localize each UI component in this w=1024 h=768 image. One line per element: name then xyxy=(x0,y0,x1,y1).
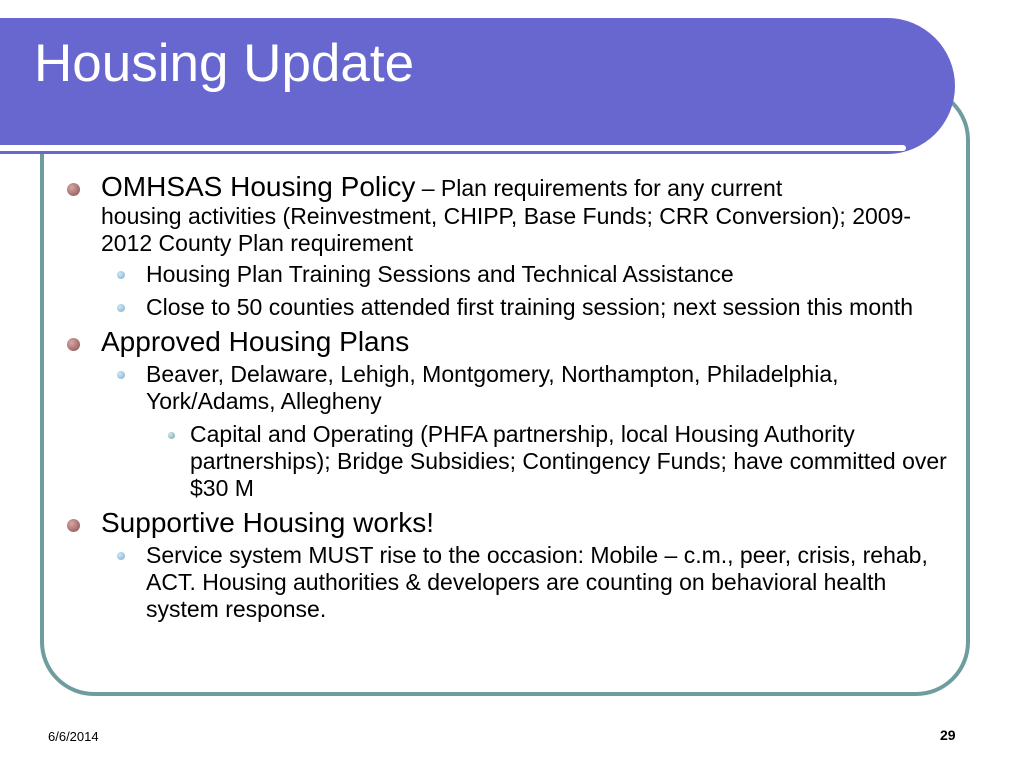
bullet-list xyxy=(60,172,960,629)
bullet-detail-first-line: – Plan requirements for any current xyxy=(415,175,783,201)
bullet-heading: Supportive Housing works! xyxy=(101,507,435,538)
sub-bullet-text: Service system MUST rise to the occasion: Mobile – c.m., peer, crisis, rehab, ACT. Housing authorities & developers are counting on behavioral health system response. xyxy=(146,542,928,622)
footer-date: 6/6/2014 xyxy=(48,729,99,744)
bullet-supportive-housing xyxy=(60,508,960,538)
sub-bullet-text: Beaver, Delaware, Lehigh, Montgomery, Northampton, Philadelphia, York/Adams, Allegheny xyxy=(146,361,839,414)
sub-bullet-training-sessions xyxy=(60,261,960,288)
sub-bullet-dot xyxy=(117,304,125,312)
sub-sub-bullet-text: Capital and Operating (PHFA partnership, local Housing Authority partnerships); Bridge Subsidies; Contingency Funds; have committed over $30 M xyxy=(190,421,947,501)
bullet-approved-plans xyxy=(60,327,960,357)
sub-bullet-dot xyxy=(117,371,125,379)
bullet-heading: Approved Housing Plans xyxy=(101,326,410,357)
sub-bullet-text: Close to 50 counties attended first training session; next session this month xyxy=(146,294,914,320)
bullet-dot xyxy=(67,183,80,196)
sub-bullet-counties-attended xyxy=(60,294,960,321)
sub-sub-bullet-dot xyxy=(168,432,175,439)
sub-bullet-text: Housing Plan Training Sessions and Technical Assistance xyxy=(146,261,734,287)
sub-bullet-counties-list xyxy=(60,361,960,415)
slide-number: 29 xyxy=(940,727,956,743)
sub-bullet-dot xyxy=(117,552,125,560)
bullet-detail: housing activities (Reinvestment, CHIPP, Base Funds; CRR Conversion); 2009-2012 County Plan requirement xyxy=(101,203,912,256)
sub-bullet-dot xyxy=(117,271,125,279)
title-underline xyxy=(0,145,906,151)
bullet-omhsas-policy xyxy=(60,172,960,257)
bullet-dot xyxy=(67,519,80,532)
slide-title: Housing Update xyxy=(34,34,415,93)
bullet-heading: OMHSAS Housing Policy xyxy=(101,171,416,202)
bullet-dot xyxy=(67,338,80,351)
sub-sub-bullet-capital-operating xyxy=(60,421,960,502)
sub-bullet-service-system xyxy=(60,542,960,623)
